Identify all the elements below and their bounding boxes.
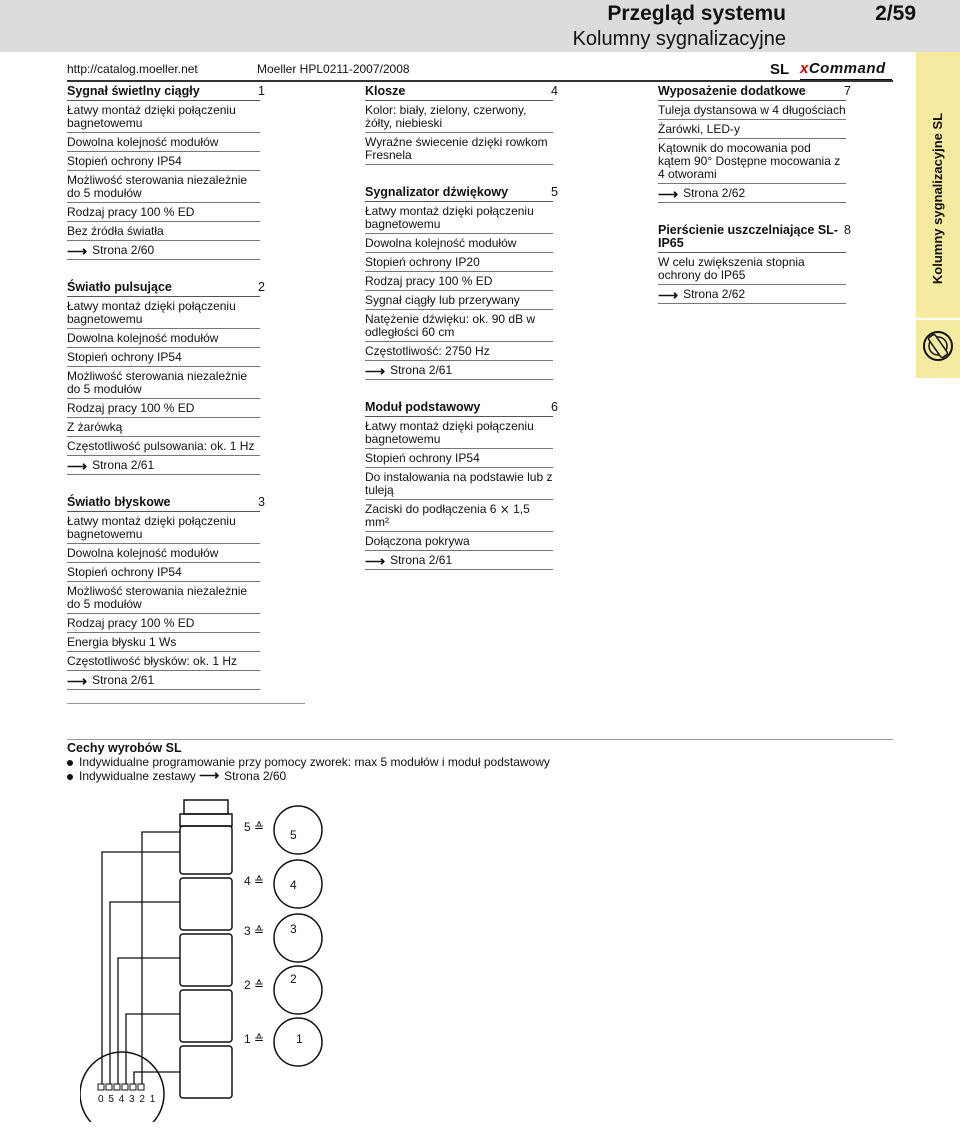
column-2 xyxy=(365,82,558,570)
feature-item: Częstotliwość: 2750 Hz xyxy=(365,342,553,361)
arrow-right-icon: ⟶ xyxy=(365,362,386,379)
circle-label: 1 xyxy=(296,1032,303,1046)
feature-item: Żarówki, LED-y xyxy=(658,120,846,139)
feature-item: Wyraźne świecenie dzięki rowkom Fresnela xyxy=(365,133,553,165)
page-link[interactable]: Strona 2/60 xyxy=(224,769,287,783)
page-link[interactable]: ⟶ Strona 2/62 xyxy=(658,285,846,304)
catalog-ref: Moeller HPL0211-2007/2008 xyxy=(257,62,410,76)
page-link[interactable]: ⟶ Strona 2/60 xyxy=(67,241,260,260)
arrow-right-icon: ⟶ xyxy=(67,242,88,259)
feature-item: Łatwy montaż dzięki połączeniu bagnetowemu xyxy=(67,101,260,133)
page-link[interactable]: ⟶ Strona 2/61 xyxy=(365,361,553,380)
divider xyxy=(67,703,305,704)
feature-item: Stopień ochrony IP54 xyxy=(67,563,260,582)
feature-item: W celu zwiększenia stopnia ochrony do IP65 xyxy=(658,253,846,285)
series-label: SL xyxy=(770,61,790,78)
equivalence-label: 4 ≙ xyxy=(244,874,265,888)
circle-label: 3 xyxy=(290,922,297,936)
feature-item: Rodzaj pracy 100 % ED xyxy=(67,614,260,633)
section-title-1: Sygnał świetlny ciągły 1 xyxy=(67,82,260,101)
feature-item: Stopień ochrony IP20 xyxy=(365,253,553,272)
equivalence-label: 2 ≙ xyxy=(244,978,265,992)
arrow-right-icon: ⟶ xyxy=(658,185,679,202)
page-link[interactable]: ⟶ Strona 2/61 xyxy=(67,671,260,690)
feature-item: Natężenie dźwięku: ok. 90 dB w odległości 60 cm xyxy=(365,310,553,342)
arrow-right-icon: ⟶ xyxy=(658,286,679,303)
feature-item: Do instalowania na podstawie lub z tuleją xyxy=(365,468,553,500)
section-title-7: Wyposażenie dodatkowe 7 xyxy=(658,82,846,101)
feature-item: Możliwość sterowania niezależnie do 5 modułów xyxy=(67,582,260,614)
equivalence-label: 1 ≙ xyxy=(244,1032,265,1046)
section-title-8: Pierścienie uszczelniające SL-IP65 8 xyxy=(658,221,846,253)
arrow-right-icon: ⟶ xyxy=(67,672,88,689)
feature-item: Bez źródła światła xyxy=(67,222,260,241)
page-title: Przegląd systemu xyxy=(607,2,786,25)
page-number: 2/59 xyxy=(875,2,916,25)
catalog-url[interactable]: http://catalog.moeller.net xyxy=(67,62,198,76)
circle-label: 5 xyxy=(290,828,297,842)
feature-item: Dowolna kolejność modułów xyxy=(67,544,260,563)
terminal-labels: 0 5 4 3 2 1 xyxy=(98,1094,157,1105)
feature-item: Łatwy montaż dzięki połączeniu bagnetowemu xyxy=(67,512,260,544)
features-title: Cechy wyrobów SL xyxy=(67,741,182,755)
page-subtitle: Kolumny sygnalizacyjne xyxy=(572,28,786,50)
feature-item: Rodzaj pracy 100 % ED xyxy=(365,272,553,291)
feature-item: Energia błysku 1 Ws xyxy=(67,633,260,652)
section-title-2: Światło pulsujące 2 xyxy=(67,278,260,297)
features-bullet-1: Indywidualne programowanie przy pomocy zworek: max 5 modułów i moduł podstawowy xyxy=(67,755,550,769)
wiring-diagram xyxy=(80,792,360,1122)
feature-item: Rodzaj pracy 100 % ED xyxy=(67,203,260,222)
equivalence-label: 5 ≙ xyxy=(244,820,265,834)
feature-item: Możliwość sterowania niezależnie do 5 modułów xyxy=(67,367,260,399)
feature-item: Z żarówką xyxy=(67,418,260,437)
feature-item: Dowolna kolejność modułów xyxy=(67,329,260,348)
feature-item: Stopień ochrony IP54 xyxy=(67,152,260,171)
feature-item: Kolor: biały, zielony, czerwony, żółty, niebieski xyxy=(365,101,553,133)
section-title-5: Sygnalizator dźwiękowy 5 xyxy=(365,183,553,202)
column-1 xyxy=(67,82,265,690)
section-title-6: Moduł podstawowy 6 xyxy=(365,398,553,417)
equivalence-label: 3 ≙ xyxy=(244,924,265,938)
circle-label: 4 xyxy=(290,878,297,892)
features-bullet-2: Indywidualne zestawy ⟶ Strona 2/60 xyxy=(67,769,286,783)
divider xyxy=(67,739,893,740)
feature-item: Tuleja dystansowa w 4 długościach xyxy=(658,101,846,120)
feature-item: Łatwy montaż dzięki połączeniu bagnetowemu xyxy=(365,417,553,449)
header-band xyxy=(0,0,960,52)
feature-item: Łatwy montaż dzięki połączeniu bagnetowemu xyxy=(365,202,553,234)
feature-item: Stopień ochrony IP54 xyxy=(365,449,553,468)
arrow-right-icon: ⟶ xyxy=(199,767,220,783)
feature-item: Stopień ochrony IP54 xyxy=(67,348,260,367)
feature-item: Dowolna kolejność modułów xyxy=(365,234,553,253)
arrow-right-icon: ⟶ xyxy=(67,457,88,474)
selector-switch-icon xyxy=(918,326,958,366)
side-tab-divider xyxy=(916,318,960,320)
feature-item: Rodzaj pracy 100 % ED xyxy=(67,399,260,418)
feature-item: Zaciski do podłączenia 6 ⨯ 1,5 mm² xyxy=(365,500,553,532)
feature-item: Częstotliwość pulsowania: ok. 1 Hz xyxy=(67,437,260,456)
circle-label: 2 xyxy=(290,972,297,986)
feature-item: Kątownik do mocowania pod kątem 90° Dostępne mocowania z 4 otworami xyxy=(658,139,846,184)
feature-item: Łatwy montaż dzięki połączeniu bagnetowemu xyxy=(67,297,260,329)
page-link[interactable]: ⟶ Strona 2/61 xyxy=(67,456,260,475)
feature-item: Sygnał ciągły lub przerywany xyxy=(365,291,553,310)
page-link[interactable]: ⟶ Strona 2/61 xyxy=(365,551,553,570)
page-link[interactable]: ⟶ Strona 2/62 xyxy=(658,184,846,203)
column-3 xyxy=(658,82,851,304)
side-tab-label: Kolumny sygnalizacyjne SL xyxy=(930,112,946,284)
feature-item: Częstotliwość błysków: ok. 1 Hz xyxy=(67,652,260,671)
feature-item: Dołączona pokrywa xyxy=(365,532,553,551)
section-title-4: Klosze 4 xyxy=(365,82,553,101)
section-title-3: Światło błyskowe 3 xyxy=(67,493,260,512)
feature-item: Dowolna kolejność modułów xyxy=(67,133,260,152)
xcommand-logo: xCommand xyxy=(800,60,886,77)
feature-item: Możliwość sterowania niezależnie do 5 modułów xyxy=(67,171,260,203)
arrow-right-icon: ⟶ xyxy=(365,552,386,569)
